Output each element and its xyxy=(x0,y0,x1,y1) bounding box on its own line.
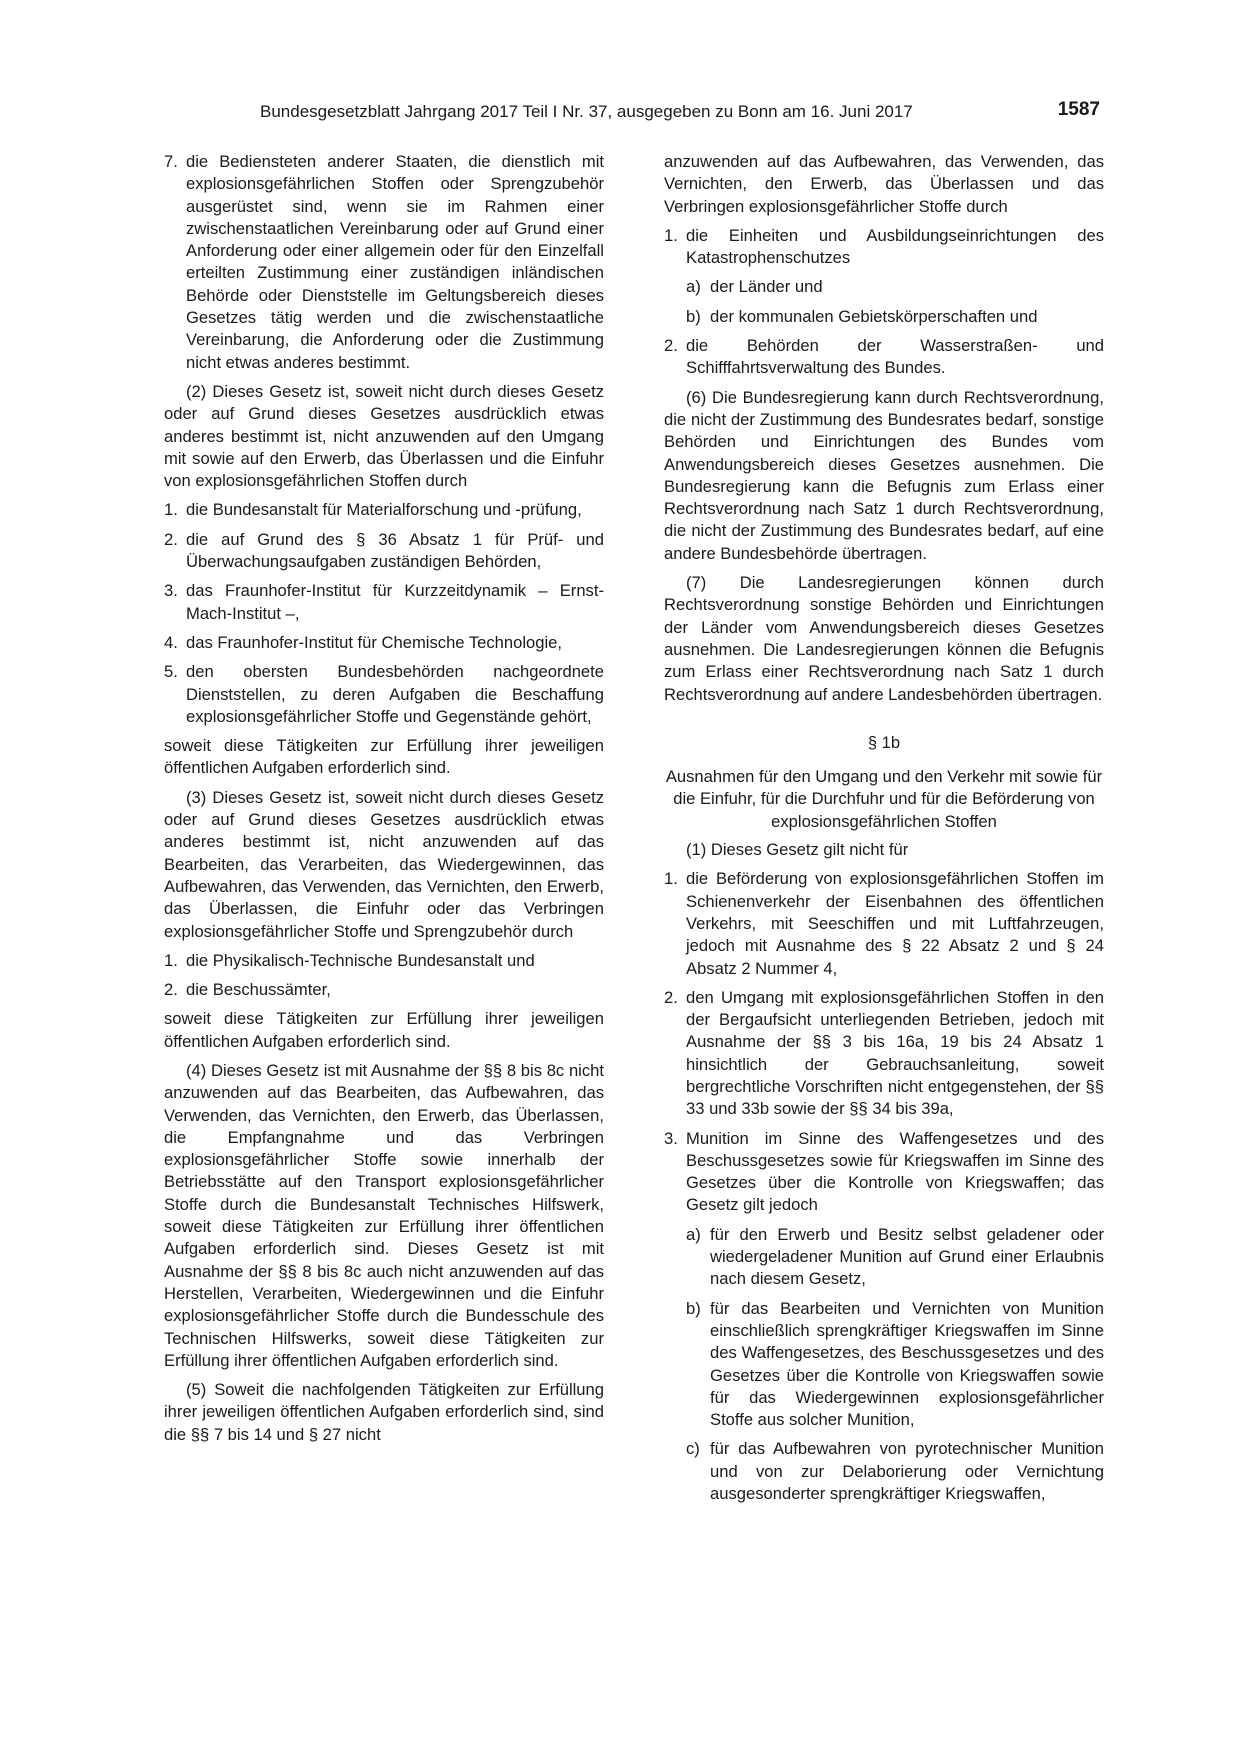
list-item-number: 1. xyxy=(664,869,678,889)
paragraph-continuation: anzuwenden auf das Aufbewahren, das Verwenden, das Vernichten, den Erwerb, das Überlassen und das Verbringen explosionsgefährlicher Stoffe durch xyxy=(664,152,1104,216)
list-item-text: das Fraunhofer-Institut für Kurzzeitdynamik – Ernst-Mach-Institut –, xyxy=(186,581,604,623)
list-item xyxy=(164,499,604,521)
list-item-text: die Einheiten und Ausbildungseinrichtungen des Katastrophenschutzes xyxy=(686,225,1104,268)
list-item-text: die Bundesanstalt für Materialforschung und -prüfung, xyxy=(186,500,582,520)
paragraph-continuation: soweit diese Tätigkeiten zur Erfüllung ihrer jeweiligen öffentlichen Aufgaben erforderlich sind. xyxy=(164,736,604,778)
sub-list-item xyxy=(686,306,1104,328)
list-item-number: b) xyxy=(686,1298,701,1318)
paragraph: (4) Dieses Gesetz ist mit Ausnahme der §§ 8 bis 8c nicht anzuwenden auf das Bearbeiten, das Aufbewahren, das Verwenden, das Vernichten, den Erwerb, das Überlassen, die Empfangnahme und das Verbringen explosionsgefährlicher Stoffe sowie innerhalb der Betriebsstätte auf den Transport explosionsgefährlicher Stoffe durch die Bundesanstalt Technisches Hilfswerk, soweit diese Tätigkeiten zur Erfüllung ihrer öffentlichen Aufgaben erforderlich sind. Dieses Gesetz ist mit Ausnahme der §§ 8 bis 8c auch nicht anzuwenden auf das Herstellen, Verarbeiten, Wiedergewinnen und die Einfuhr explosionsgefährlicher Stoffe durch die Bundesschule des Technischen Hilfswerks, soweit diese Tätigkeiten zur Erfüllung ihrer öffentlichen Aufgaben erforderlich sind. xyxy=(164,1060,604,1370)
paragraph: (6) Die Bundesregierung kann durch Rechtsverordnung, die nicht der Zustimmung des Bundesrates bedarf, sonstige Behörden und Einrichtungen des Bundes vom Anwendungsbereich dieses Gesetzes ausnehmen. Die Bundesregierung kann die Befugnis zum Erlass einer Rechtsverordnung nach Satz 1 durch Rechtsverordnung, die nicht der Zustimmung des Bundesrates bedarf, auf eine andere Bundesbehörde übertragen. xyxy=(664,387,1104,563)
list-item-number: 2. xyxy=(164,980,178,1000)
list-item-number: 1. xyxy=(164,950,178,970)
list-item-text: den Umgang mit explosionsgefährlichen Stoffen in den der Bergaufsicht unterliegenden Betrieben, jedoch mit Ausnahme der §§ 3 bis 16a, 19 bis 24 Absatz 1 hinsichtlich der Gebrauchsanleitung, soweit bergrechtliche Vorschriften nicht entgegenstehen, der §§ 33 und 33b sowie der §§ 34 bis 39a, xyxy=(686,987,1104,1119)
list-item-text: für das Bearbeiten und Vernichten von Munition einschließlich sprengkräftiger Kriegswaffen im Sinne des Waffengesetzes, des Beschussgesetzes und des Gesetzes über die Kontrolle von Kriegswaffen sowie für das Wiedergewinnen explosionsgefährlicher Stoffe aus solcher Munition, xyxy=(710,1298,1104,1430)
list-item-text: die Bediensteten anderer Staaten, die dienstlich mit explosionsgefährlichen Stoffen oder Sprengzubehör ausgerüstet sind, wenn sie im Rahmen einer zwischenstaatlichen Vereinbarung oder auf Grund einer Anforderung oder einer allgemein oder für den Einzelfall erteilten Zustimmung einer zuständigen inländischen Behörde oder Dienststelle im Geltungsbereich dieses Gesetzes tätig werden und die zwischenstaatliche Vereinbarung, die Anforderung oder die Zustimmung nicht etwas anderes bestimmt. xyxy=(186,152,604,372)
paragraph: (5) Soweit die nachfolgenden Tätigkeiten zur Erfüllung ihrer jeweiligen öffentlichen Aufgaben erforderlich sind, sind die §§ 7 bis 14 und § 27 nicht xyxy=(164,1380,604,1444)
list-item-number: 2. xyxy=(664,336,678,356)
sub-list-item xyxy=(686,276,1104,298)
paragraph: (7) Die Landesregierungen können durch Rechtsverordnung sonstige Behörden und Einrichtungen der Länder vom Anwendungsbereich dieses Gesetzes ausnehmen. Die Landesregierungen können die Befugnis zum Erlass einer Rechtsverordnung nach Satz 1 durch Rechtsverordnung auf andere Landesbehörden übertragen. xyxy=(664,573,1104,704)
list-item-text: die auf Grund des § 36 Absatz 1 für Prüf- und Überwachungsaufgaben zuständigen Behörden, xyxy=(186,529,604,572)
list-item xyxy=(164,580,604,625)
list-item xyxy=(164,529,604,574)
list-item-number: 3. xyxy=(664,1128,678,1148)
list-item-number: 3. xyxy=(164,581,178,601)
list-item xyxy=(664,225,1104,270)
list-item xyxy=(664,987,1104,1121)
list-item-text: die Beförderung von explosionsgefährlichen Stoffen im Schienenverkehr der Eisenbahnen des öffentlichen Verkehrs, mit Seeschiffen und mit Luftfahrzeugen, jedoch mit Ausnahme des § 22 Absatz 2 und § 24 Absatz 2 Nummer 4, xyxy=(686,869,1104,978)
list-item xyxy=(664,1128,1104,1217)
list-item-text: die Behörden der Wasserstraßen- und Schifffahrtsverwaltung des Bundes. xyxy=(686,336,1104,378)
page-header xyxy=(164,98,1100,126)
paragraph-continuation: soweit diese Tätigkeiten zur Erfüllung ihrer jeweiligen öffentlichen Aufgaben erforderlich sind. xyxy=(164,1009,604,1051)
list-item xyxy=(164,950,604,972)
list-item-number: b) xyxy=(686,306,701,326)
list-item-text: den obersten Bundesbehörden nachgeordnete Dienststellen, zu deren Aufgaben die Beschaffung explosionsgefährlicher Stoffe und Gegenstände gehört, xyxy=(186,662,604,726)
list-item xyxy=(164,632,604,654)
list-item-number: 1. xyxy=(164,500,178,520)
list-item-text: die Beschussämter, xyxy=(186,980,331,1000)
list-item-text: für das Aufbewahren von pyrotechnischer Munition und von zur Delaborierung oder Vernichtung ausgesonderter sprengkräftiger Kriegswaffen, xyxy=(710,1439,1104,1504)
list-item xyxy=(164,661,604,728)
section-number: § 1b xyxy=(867,732,901,752)
list-item xyxy=(664,868,1104,979)
list-item-number: 5. xyxy=(164,662,178,682)
list-item-number: 1. xyxy=(664,225,678,245)
left-column xyxy=(164,151,604,1453)
list-item-text: das Fraunhofer-Institut für Chemische Technologie, xyxy=(186,632,563,652)
paragraph: (1) Dieses Gesetz gilt nicht für xyxy=(686,840,909,860)
list-item-text: der Länder und xyxy=(710,277,823,297)
sub-list-item xyxy=(686,1298,1104,1432)
paragraph: (2) Dieses Gesetz ist, soweit nicht durch dieses Gesetz oder auf Grund dieses Gesetzes ausdrücklich etwas anderes bestimmt ist, nicht anzuwenden auf den Umgang mit sowie auf den Erwerb, das Überlassen und die Einfuhr von explosionsgefährlichen Stoffen durch xyxy=(164,381,604,491)
list-item-text: die Physikalisch-Technische Bundesanstalt und xyxy=(186,950,535,970)
list-item-number: a) xyxy=(686,277,701,297)
list-item xyxy=(664,335,1104,380)
list-item xyxy=(164,979,604,1001)
sub-list-item xyxy=(686,1224,1104,1291)
list-item-text: Munition im Sinne des Waffengesetzes und des Beschussgesetzes sowie für Kriegswaffen im Sinne des Gesetzes über die Kontrolle von Kriegswaffen; das Gesetz gilt jedoch xyxy=(686,1128,1104,1215)
section-title: Ausnahmen für den Umgang und den Verkehr mit sowie für die Einfuhr, für die Durchfuhr und für die Beförderung von explosionsgefährlichen Stoffen xyxy=(665,767,1103,831)
list-item-number: 2. xyxy=(164,529,178,549)
page-number: 1587 xyxy=(1057,99,1100,120)
running-header: Bundesgesetzblatt Jahrgang 2017 Teil I Nr. 37, ausgegeben zu Bonn am 16. Juni 2017 xyxy=(260,102,913,121)
right-column xyxy=(664,151,1104,1512)
list-item xyxy=(164,151,604,374)
list-item-number: 2. xyxy=(664,987,678,1007)
sub-list-item xyxy=(686,1438,1104,1505)
list-item-number: 7. xyxy=(164,152,178,171)
list-item-number: c) xyxy=(686,1439,700,1459)
list-item-number: a) xyxy=(686,1224,701,1244)
paragraph: (3) Dieses Gesetz ist, soweit nicht durch dieses Gesetz oder auf Grund dieses Gesetzes ausdrücklich etwas anderes bestimmt ist, nicht anzuwenden auf das Bearbeiten, das Verarbeiten, das Wiedergewinnen, das Aufbewahren, das Verwenden, das Vernichten, den Erwerb, das Überlassen, die Einfuhr oder das Verbringen explosionsgefährlicher Stoffe und Sprengzubehör durch xyxy=(164,787,604,941)
list-item-text: für den Erwerb und Besitz selbst geladener oder wiedergeladener Munition auf Grund einer Erlaubnis nach diesem Gesetz, xyxy=(710,1224,1104,1289)
list-item-text: der kommunalen Gebietskörperschaften und xyxy=(710,306,1038,326)
list-item-number: 4. xyxy=(164,632,178,652)
